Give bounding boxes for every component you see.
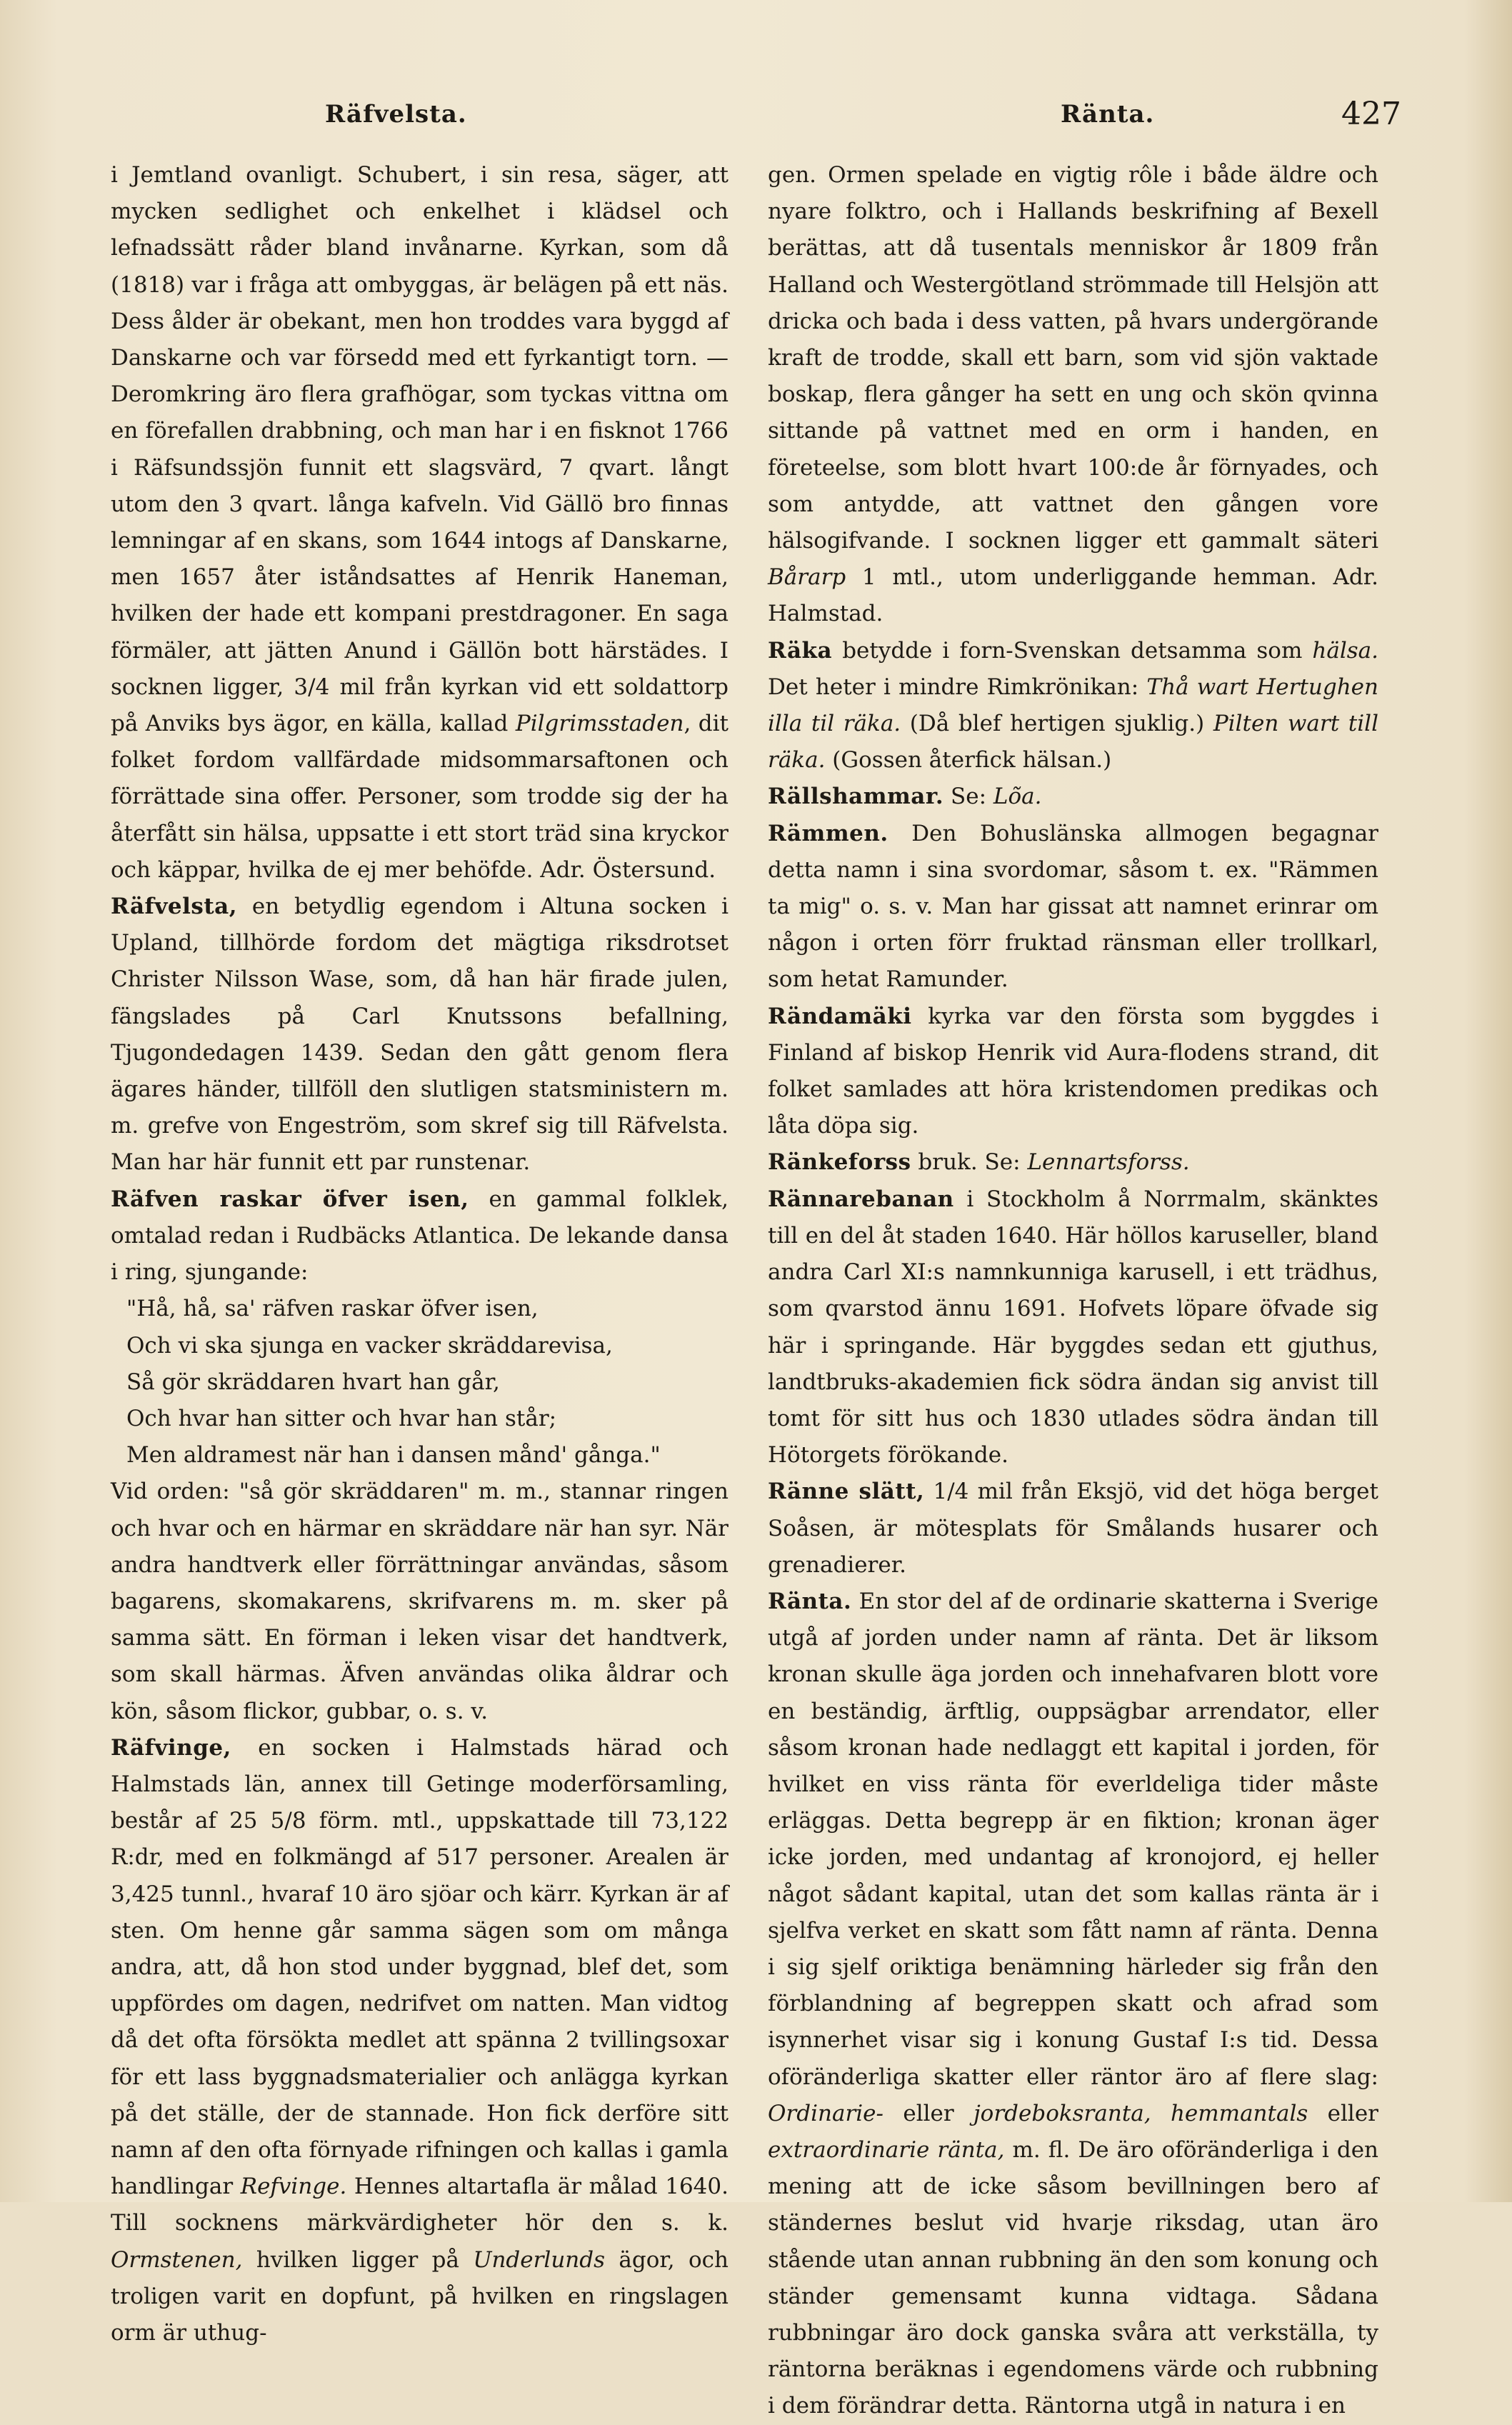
entry [111, 889, 729, 1181]
entry [768, 1181, 1378, 1474]
entry-text: en socken i Halmstads härad och Halmstads län, annex till Getinge moderförsamling, består af 25 [111, 1734, 729, 1834]
entry-text: En stor del af de ordinarie skatterna i Sverige utgå af jorden under namn af ränta. Det är liksom kronan skulle äga jorden och innehafvaren blott vore en beständig, ärftlig, ouppsägbar arrendator, eller såsom kronan hade nedlaggt ett kapital i jorden, för hvilket en viss ränta för everldeliga tider måste erläggas. Detta begrepp är en fiktion; kronan äger icke jorden, med undantag af kronojord, ej heller något sådant kapital, utan det som kallas ränta är i sjelfva verket en skatt som fått namn af ränta. Denna i sig sjelf oriktiga benämning härleder sig från den förblandning af begreppen skatt och afrad som isynnerhet visar sig i konung Gustaf I:s tid. Dessa oföränderliga skatter eller räntor äro af flere slag: [768, 1588, 1378, 2090]
left-column [111, 157, 729, 2351]
entry-headword: Räka [768, 637, 833, 664]
entry-headword: Rännarebanan [768, 1186, 954, 1212]
entry-headword: Räfvelsta, [111, 894, 238, 920]
body-text: mil från kyrkan vid ett soldattorp på Anviks bys ägor, en källa, kallad [111, 674, 729, 737]
verse-line: "Hå, hå, sa' räfven raskar öfver isen, [126, 1296, 539, 1322]
entry-headword: Rändamäki [768, 1003, 912, 1029]
fraction: 3/4 [294, 674, 330, 700]
entry [768, 633, 1378, 779]
entry-text: förm. mtl., uppskattade till 73,122 R:dr, med en folkmängd af 517 personer. Arealen är 3,425 tunnl., hvaraf 10 äro sjöar och kärr. Kyrkan är af sten. Om henne går samma sägen som om många andra, att, då hon stod under byggnad, blef det, som uppfördes om dagen, nedrifvet om natten. Man vidtog då det ofta försökta medlet att spänna 2 tvillingsoxar för ett lass byggnadsmaterialier och anlägga kyrkan på det ställe, der de stannade. Hon fick derföre sitt namn af den ofta förnyade rifningen och kallas i gamla handlingar [111, 1808, 729, 2200]
entry-text: en betydlig egendom i Altuna socken i Upland, tillhörde fordom det mägtiga riksdrotset Christer Nilsson Wase, som, då han här firade julen, fängslades på Carl Knutssons befallning, Tjugondedagen 1439. Sedan den gått genom flera ägares händer, tillföll den slutligen statsministern m. m. grefve von Engeström, som skref sig till Räfvelsta. Man har här funnit ett par runstenar. [111, 894, 729, 1176]
italic-term: Ordinarie- [768, 2100, 883, 2126]
italic-term: Pilten wart till räka. [768, 711, 1379, 774]
entry-text: kyrka var den första som byggdes i Finland af biskop Henrik vid Aura-flodens strand, dit folket samlades att höra kristendomen predikas och låta döpa sig. [768, 1003, 1378, 1139]
page-header [0, 96, 1512, 143]
entry-headword: Ränta. [768, 1588, 852, 1614]
body-text: 1 mtl., utom underliggande hemman. Adr. Halmstad. [768, 564, 1378, 627]
entry [768, 1474, 1378, 1584]
entry-text: (Gossen återfick hälsan.) [832, 747, 1112, 774]
italic-term: Thå wart Hertughen illa til räka. [768, 674, 1378, 737]
entry-text: ägor, och troligen varit en dopfunt, på hvilken en ringslagen orm är uthug- [111, 2246, 729, 2346]
paragraph [111, 157, 729, 889]
fraction: 5/8 [270, 1808, 306, 1834]
entry-text: Vid orden: "så gör skräddaren" m. m., stannar ringen och hvar och en härmar en skräddare när han syr. När andra handtverk eller förrättningar användas, såsom bagarens, skomakarens, skrifvarens m. m. sker på samma sätt. En förman i leken visar det handtverk, som skall härmas. Äfven användas olika åldrar och kön, såsom flickor, gubbar, o. s. v. [111, 1479, 729, 1724]
body-text: i Jemtland ovanligt. Schubert, i sin resa, säger, att mycken sedlighet och enkelhet i klädsel och lefnadssätt råder bland invånarne. Kyrkan, som då (1818) var i fråga att ombyggas, är belägen på ett näs. Dess ålder är obekant, men hon troddes vara byggd af Danskarne och var försedd med ett fyrkantigt torn. — Deromkring äro flera grafhögar, som tyckas vittna om en förefallen drabbning, och man har i en fisknot 1766 i Räfsundssjön funnit ett slagsvärd, 7 qvart. långt utom den 3 qvart. långa kafveln. Vid Gällö bro finnas lemningar af en skans, som 1644 intogs af Danskarne, men 1657 åter iståndsattes af Henrik Haneman, hvilken der hade ett kompani prestdragoner. En saga förmäler, att jätten Anund i Gällön bott härstädes. I socknen ligger, [111, 162, 729, 700]
body-text: gen. Ormen spelade en vigtig rôle i både äldre och nyare folktro, och i Hallands beskrifning af Bexell berättas, att då tusentals menniskor år 1809 från Halland och Westergötland strömmade till Helsjön att dricka och bada i dess vatten, på hvars undergörande kraft de trodde, skall ett barn, som vid sjön vaktade boskap, flera gånger ha sett en ung och skön qvinna sittande på vattnet med en orm i handen, en företeelse, som blott hvart 100:de år förnyades, och som antydde, att vattnet den gången vore hälsogifvande. I socknen ligger ett gammalt säteri [768, 162, 1378, 554]
italic-term: Pilgrimsstaden [515, 711, 684, 737]
entry-text: Den Bohuslänska allmogen begagnar detta namn i sina svordomar, såsom t. ex. "Rämmen ta mig" o. s. v. Man har gissat att namnet erinrar om någon i orten förr fruktad ränsman eller trollkarl, som hetat Ramunder. [768, 820, 1379, 993]
entry [768, 1144, 1378, 1181]
entry-text: en gammal folklek, omtalad redan i Rudbäcks Atlantica. De lekande dansa i ring, sjungande: [111, 1186, 729, 1286]
entry-text: hvilken ligger på [256, 2246, 459, 2273]
italic-term: hälsa. [1312, 637, 1378, 664]
entry-text: eller [903, 2100, 954, 2126]
entry-headword: Rällshammar. [768, 784, 944, 810]
running-head-right: Ränta. [1061, 100, 1155, 129]
entry-text: mil från Eksjö, vid det höga berget Soåsen, är mötesplats för Smålands husarer och grenadierer. [768, 1479, 1378, 1578]
entry [768, 1584, 1378, 2425]
verse-line: Och vi ska sjunga en vacker skräddarevisa, [126, 1332, 613, 1359]
verse-line: Och hvar han sitter och hvar han står; [126, 1405, 557, 1431]
entry-text: Hennes altartafla är målad 1640. Till socknens märkvärdigheter hör den s. k. [111, 2174, 729, 2236]
verse-line: Men aldramest när han i dansen månd' gånga." [126, 1442, 661, 1469]
entry [768, 816, 1378, 999]
italic-term: Underlunds [473, 2246, 606, 2273]
entry-text: Det heter i mindre Rimkrönikan: [768, 674, 1139, 700]
verse-block [111, 1291, 729, 1474]
entry-text: Se: [951, 784, 987, 810]
italic-term: jordeboksranta, hemmantals [973, 2100, 1308, 2126]
verse-line: Så gör skräddaren hvart han går, [126, 1369, 500, 1395]
entry-text: m. fl. De äro oföränderliga i den mening att de icke såsom bevillningen bero af ständernes beslut vid hvarje riksdag, utan äro stående utan annan rubbning än den som konung och ständer gemensamt kunna vidtaga. Sådana rubbningar äro dock ganska svåra att verkställa, ty räntorna beräknas i egendomens värde och rubbning i dem förändrar detta. Räntorna utgå in natura i en [768, 2136, 1378, 2419]
running-head-left: Räfvelsta. [325, 100, 467, 129]
entry [111, 1181, 729, 1291]
italic-term: extraordinarie ränta, [768, 2136, 1005, 2163]
italic-term: Bårarp [768, 564, 846, 591]
entry-text: betydde i forn-Svenskan detsamma som [842, 637, 1303, 664]
entry-headword: Rämmen. [768, 820, 888, 846]
italic-term: Ormstenen, [111, 2246, 243, 2273]
paragraph [111, 1474, 729, 1729]
italic-term: Lennartsforss. [1027, 1149, 1190, 1176]
entry-headword: Räfven raskar öfver isen, [111, 1186, 469, 1212]
entry [111, 1730, 729, 2351]
body-text: , dit folket fordom vallfärdade midsommarsaftonen och förrättade sina offer. Personer, som trodde sig der ha återfått sin hälsa, uppsatte i ett stort träd sina kryckor och käppar, hvilka de ej mer behöfde. Adr. Östersund. [111, 711, 729, 883]
entry [768, 999, 1378, 1145]
entry-headword: Ränkeforss [768, 1149, 911, 1176]
paragraph [768, 157, 1378, 633]
entry-headword: Räfvinge, [111, 1734, 231, 1761]
entry-headword: Ränne slätt, [768, 1479, 925, 1505]
italic-term: Refvinge. [240, 2174, 347, 2200]
entry-text: i Stockholm å Norrmalm, skänktes till en del åt staden 1640. Här höllos karuseller, bland andra Carl XI:s namnkunniga karusell, i ett trädhus, som qvarstod ännu 1691. Hofvets löpare öfvade sig här i springande. Här byggdes sedan ett gjuthus, landtbruks-akademien fick södra ändan sig anvist till tomt för sitt hus och 1830 utlades södra ändan till Hötorgets förökande. [768, 1186, 1378, 1469]
right-column [768, 157, 1378, 2425]
entry-text: (Då blef hertigen sjuklig.) [909, 711, 1205, 737]
entry-text: bruk. Se: [918, 1149, 1021, 1176]
italic-term: Lõa. [993, 784, 1042, 810]
page-number: 427 [1341, 96, 1401, 132]
fraction: 1/4 [933, 1479, 969, 1505]
entry [768, 779, 1378, 815]
entry-text: eller [1327, 2100, 1378, 2126]
